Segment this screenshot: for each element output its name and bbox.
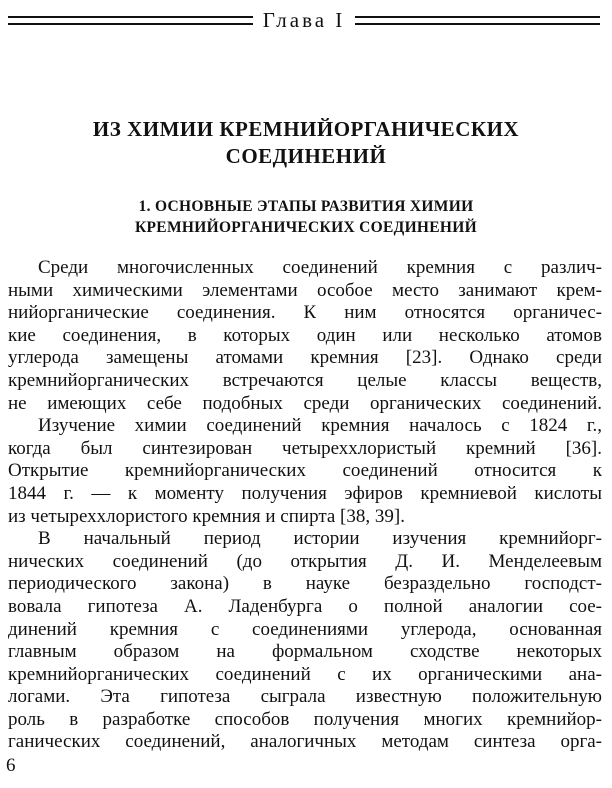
text-line: нийорганические соединения. К ним относятся органичес- [8,302,602,324]
text-line: из четыреххлористого кремния и спирта [38, 39]. [8,505,405,527]
page-number: 6 [6,755,16,776]
section-heading-line-1: 1. ОСНОВНЫЕ ЭТАПЫ РАЗВИТИЯ ХИМИИ [138,198,474,215]
text-line: ганических соединений, аналогичных методам синтеза орга- [8,731,602,753]
text-line: Среди многочисленных соединений кремния с различ- [38,257,602,278]
text-line: ными химическими элементами особое место занимают крем- [8,279,602,301]
text-line: углерода замещены атомами кремния [23]. Однако среди [8,347,602,369]
header-rule-left [8,16,253,25]
text-line: не имеющих себе подобных среди органических соединений. [8,392,602,414]
header-rule-right [355,16,600,25]
text-line: кие соединения, в которых один или несколько атомов [8,324,602,346]
text-line: логами. Эта гипотеза сыграла известную положительную [8,686,602,708]
text-line: кремнийорганических встречаются целые классы веществ, [8,369,602,391]
text-line: когда был синтезирован четыреххлористый кремний [36]. [8,437,602,459]
section-heading [20,196,592,238]
text-line: Изучение химии соединений кремния началось с 1824 г., [38,415,602,437]
text-line: кремнийорганических соединений с их органическими ана- [8,663,602,685]
text-line: роль в разработке способов получения многих кремнийор- [8,708,602,730]
chapter-title [20,116,592,170]
running-header [8,6,600,34]
body-text [8,257,602,754]
text-line: 1844 г. — к моменту получения эфиров кремниевой кислоты [8,482,602,504]
section-heading-line-2: КРЕМНИЙОРГАНИЧЕСКИХ СОЕДИНЕНИЙ [135,219,477,236]
chapter-title-line-1: ИЗ ХИМИИ КРЕМНИЙОРГАНИЧЕСКИХ [92,117,520,141]
text-line: В начальный период истории изучения кремнийорг- [38,528,602,550]
text-line: Открытие кремнийорганических соединений относится к [8,460,602,482]
chapter-title-line-2: СОЕДИНЕНИЙ [225,144,387,168]
text-line: главным образом на формальном сходстве некоторых [8,641,602,663]
text-line: динений кремния с соединениями углерода, основанная [8,618,602,640]
text-line: вовала гипотеза А. Ладенбурга о полной аналогии сое- [8,595,602,617]
text-line: периодического закона) в науке безраздельно господст- [8,573,602,595]
chapter-label: Глава I [262,7,346,32]
text-line: нических соединений (до открытия Д. И. Менделеевым [8,550,602,572]
